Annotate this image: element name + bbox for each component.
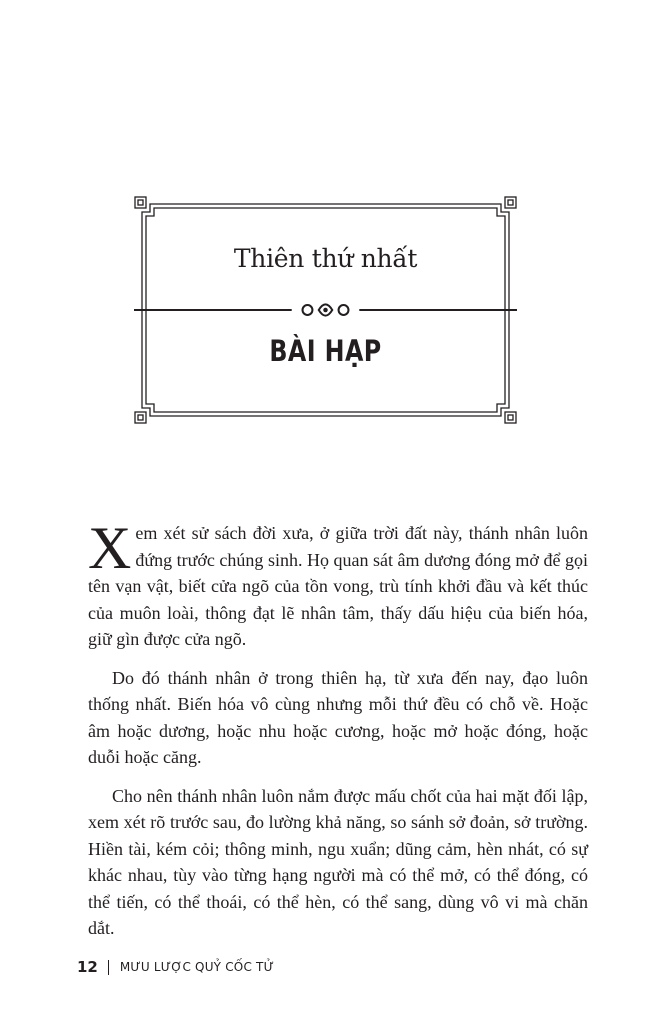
paragraph-2: Do đó thánh nhân ở trong thiên hạ, từ xưa đến nay, đạo luôn thống nhất. Biến hóa vô cùng nhưng mỗi thứ đều có chỗ về. Hoặc âm hoặc dương, hoặc nhu hoặc cương, hoặc mở hoặc đóng, hoặc duỗi hoặc căng. bbox=[88, 667, 588, 767]
ornament-divider-icon bbox=[134, 196, 517, 424]
running-title: MƯU LƯỢC QUỶ CỐC TỬ bbox=[119, 960, 275, 974]
page-footer bbox=[77, 955, 274, 979]
footer-separator bbox=[108, 960, 109, 975]
chapter-label: Thiên thứ nhất bbox=[233, 244, 418, 273]
paragraph-1 bbox=[88, 515, 588, 653]
page-number: 12 bbox=[77, 958, 98, 976]
drop-cap: X bbox=[88, 515, 132, 581]
chapter-title-frame bbox=[134, 196, 517, 424]
paragraph-1-text: em xét sử sách đời xưa, ở giữa trời đất này, thánh nhân luôn đứng trước chúng sinh. Họ quan sát âm dương đóng mở để gọi tên vạn vật, biết cửa ngõ của tồn vong, trù tính khởi đầu và kết thúc của muôn loài, thông đạt lẽ nhân tâm, thấy dấu hiệu của biến hóa, giữ gìn được cửa ngõ. bbox=[88, 523, 588, 649]
paragraph-3: Cho nên thánh nhân luôn nắm được mấu chốt của hai mặt đối lập, xem xét rõ trước sau, đo lường khả năng, so sánh sở đoản, sở trường. Hiền tài, kém cỏi; thông minh, ngu xuẩn; dũng cảm, hèn nhát, có sự khác nhau, tùy vào từng hạng người mà có thể mở, có thể đóng, có thể tiến, có thể thoái, có thể hèn, có thể sang, dùng vô vi mà chăn dắt. bbox=[88, 785, 588, 938]
body-text bbox=[88, 515, 588, 954]
chapter-title: BÀI HẠP bbox=[269, 334, 382, 368]
